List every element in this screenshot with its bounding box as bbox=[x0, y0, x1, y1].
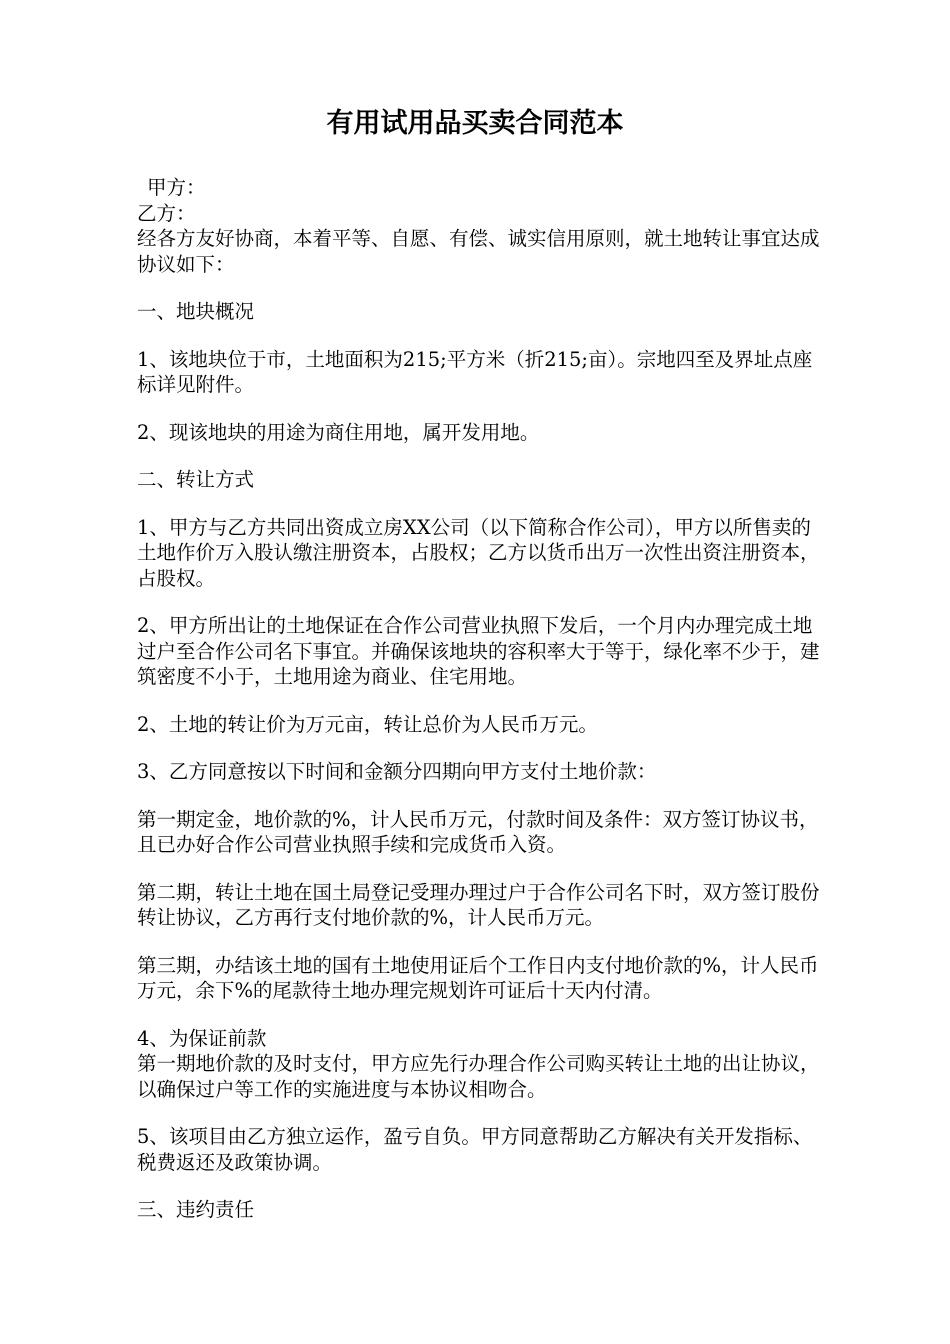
paragraph: 1、该地块位于市，土地面积为215;平方米（折215;亩）。宗地四至及界址点座标详见附件。 bbox=[137, 347, 813, 396]
paragraph-gap bbox=[137, 1175, 827, 1197]
paragraph-gap bbox=[137, 493, 827, 515]
paragraph-gap bbox=[137, 1004, 827, 1026]
paragraph-gap bbox=[137, 445, 827, 467]
paragraph: 2、甲方所出让的土地保证在合作公司营业执照下发后，一个月内办理完成土地过户至合作公司名下事宜。并确保该地块的容积率大于等于，绿化率不少于，建筑密度不小于，土地用途为商业、住宅用地。 bbox=[137, 614, 820, 688]
paragraph-gap bbox=[137, 1102, 827, 1124]
paragraph: 第二期，转让土地在国土局登记受理办理过户于合作公司名下时，双方签订股份转让协议，乙方再行支付地价款的%，计人民币万元。 bbox=[137, 880, 820, 929]
paragraph: 第一期地价款的及时支付，甲方应先行办理合作公司购买转让土地的出让协议，以确保过户等工作的实施进度与本协议相吻合。 bbox=[137, 1052, 820, 1101]
paragraph: 二、转让方式 bbox=[137, 468, 255, 491]
paragraph: 第一期定金，地价款的%，计人民币万元，付款时间及条件：双方签订协议书，且已办好合作公司营业执照手续和完成货币入资。 bbox=[137, 807, 819, 856]
paragraph-gap bbox=[137, 398, 827, 420]
paragraph-gap bbox=[137, 277, 827, 299]
paragraph-gap bbox=[137, 785, 827, 807]
paragraph: 第三期，办结该土地的国有土地使用证后个工作日内支付地价款的%，计人民币万元，余下%的尾款待土地办理完规划许可证后十天内付清。 bbox=[137, 953, 819, 1002]
paragraph: 2、现该地块的用途为商住用地，属开发用地。 bbox=[137, 420, 540, 444]
paragraph: 经各方友好协商，本着平等、自愿、有偿、诚实信用原则，就土地转让事宜达成协议如下： bbox=[137, 227, 820, 276]
paragraph-gap bbox=[137, 325, 827, 347]
document-title: 有用试用品买卖合同范本 bbox=[326, 108, 624, 139]
paragraph: 2、土地的转让价为万元亩，转让总价为人民币万元。 bbox=[137, 712, 598, 736]
paragraph: 甲方： bbox=[147, 176, 206, 199]
paragraph: 一、地块概况 bbox=[137, 300, 255, 323]
paragraph: 5、该项目由乙方独立运作，盈亏自负。甲方同意帮助乙方解决有关开发指标、税费返还及政策协调。 bbox=[137, 1125, 813, 1174]
paragraph-gap bbox=[137, 858, 827, 880]
paragraph: 1、甲方与乙方共同出资成立房XX公司（以下简称合作公司），甲方以所售卖的土地作价万入股认缴注册资本，占股权；乙方以货币出万一次性出资注册资本，占股权。 bbox=[137, 515, 820, 590]
paragraph: 3、乙方同意按以下时间和金额分四期向甲方支付土地价款： bbox=[137, 760, 657, 783]
paragraph-gap bbox=[137, 931, 827, 953]
paragraph: 三、违约责任 bbox=[137, 1198, 255, 1221]
paragraph: 4、为保证前款 bbox=[137, 1026, 267, 1050]
paragraph: 乙方： bbox=[137, 201, 196, 225]
document-body bbox=[137, 175, 827, 1223]
paragraph-gap bbox=[137, 690, 827, 712]
paragraph-gap bbox=[137, 737, 827, 759]
paragraph-gap bbox=[137, 591, 827, 613]
